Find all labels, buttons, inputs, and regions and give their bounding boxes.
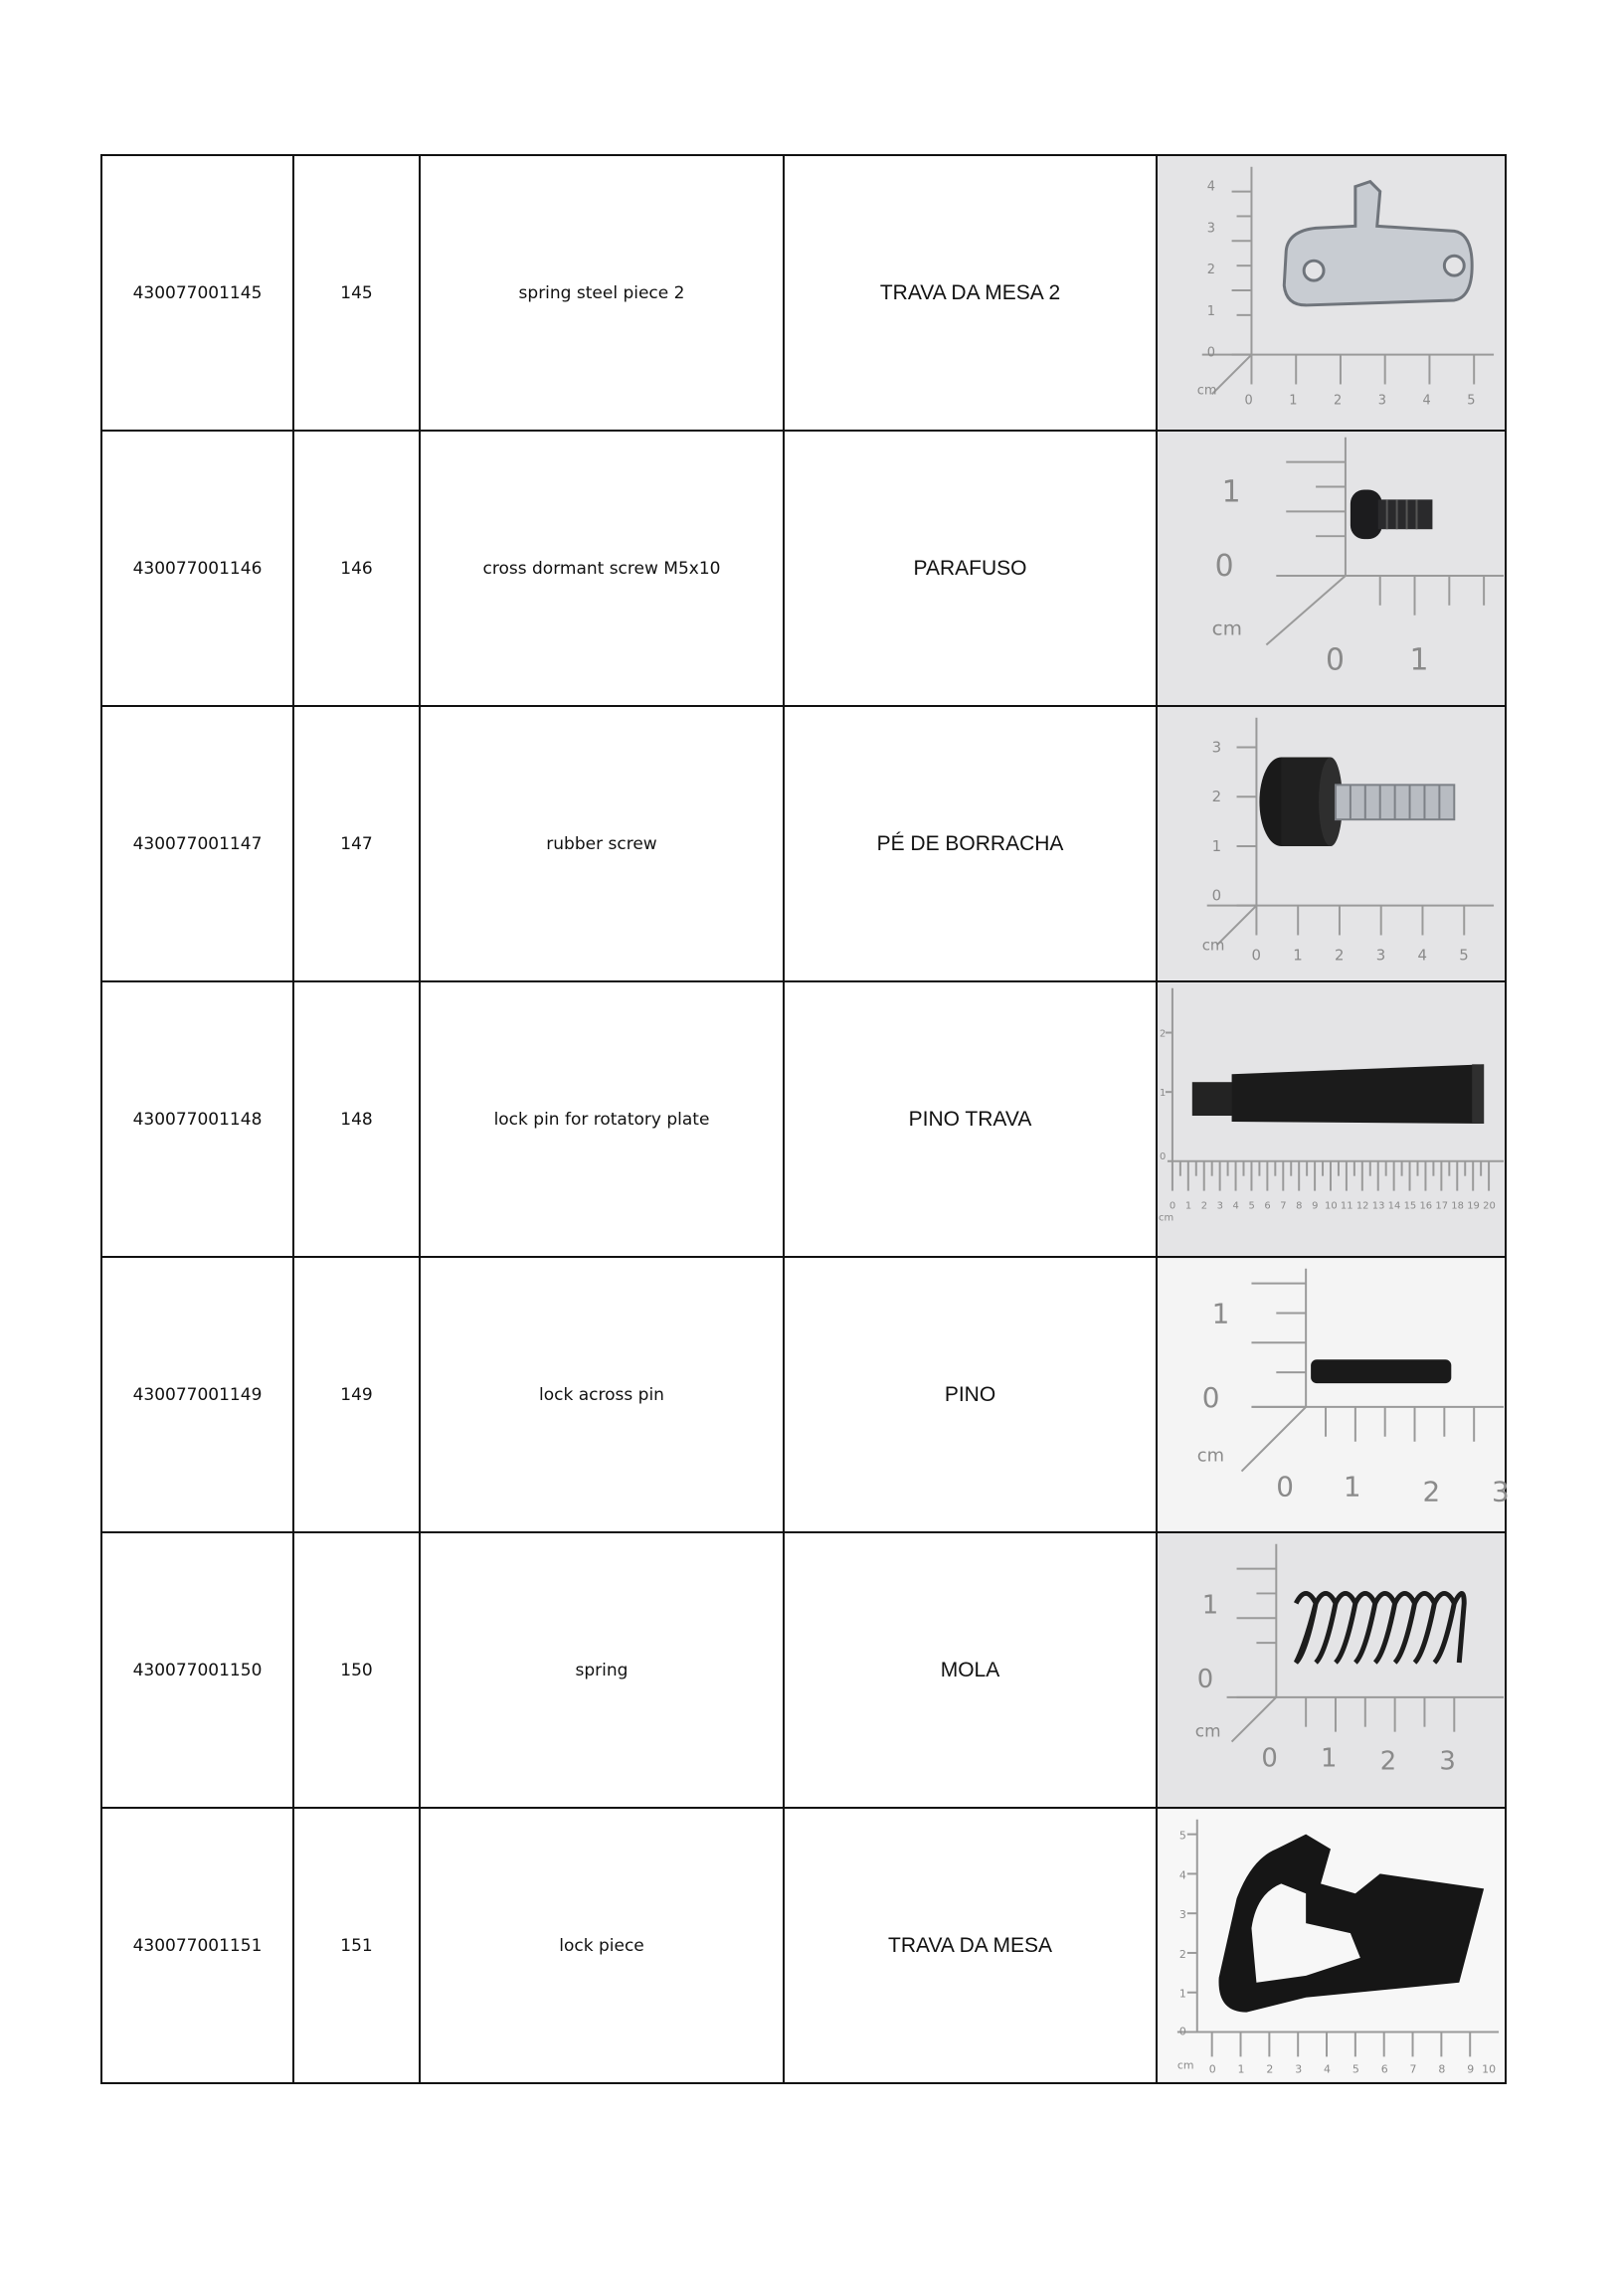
screw-icon	[1158, 432, 1505, 705]
scale-label: 0	[1261, 1743, 1278, 1774]
table-row	[101, 1808, 1506, 2083]
metal-bracket-icon	[1158, 156, 1505, 430]
scale-label: 1	[1211, 1297, 1230, 1330]
description-pt: PINO TRAVA	[784, 981, 1157, 1257]
scale-label: 0	[1244, 393, 1253, 409]
scale-label: 0	[1196, 1664, 1214, 1694]
part-code: 430077001146	[101, 431, 293, 706]
part-photo	[1157, 1257, 1510, 1532]
scale-label: 3	[1377, 393, 1386, 409]
scale-label: 1	[1293, 946, 1303, 965]
description-pt: PÉ DE BORRACHA	[784, 706, 1157, 981]
scale-label: 2	[1422, 1475, 1441, 1508]
description-pt: PINO	[784, 1257, 1157, 1532]
scale-label: 1	[1409, 642, 1429, 678]
description-en: lock across pin	[420, 1257, 784, 1532]
lock-pin-icon	[1158, 982, 1505, 1256]
scale-label: 4	[1178, 1868, 1186, 1882]
scale-label: 7	[1280, 1200, 1287, 1212]
part-number: 149	[293, 1257, 420, 1532]
scale-label: 7	[1409, 2062, 1417, 2076]
scale-label: 0	[1206, 345, 1215, 361]
scale-label: 2	[1206, 263, 1215, 278]
description-en: cross dormant screw M5x10	[420, 431, 784, 706]
scale-label: 20	[1483, 1200, 1496, 1212]
scale-label: 6	[1264, 1200, 1271, 1212]
scale-label: 9	[1312, 1200, 1319, 1212]
table-row	[101, 155, 1506, 431]
part-code: 430077001149	[101, 1257, 293, 1532]
scale-label: 0	[1159, 1150, 1167, 1162]
scale-label: 8	[1438, 2062, 1446, 2076]
scale-label: 1	[1221, 474, 1241, 510]
description-en: lock piece	[420, 1808, 784, 2083]
scale-label: 4	[1232, 1200, 1239, 1212]
scale-label: 6	[1380, 2062, 1388, 2076]
table-row	[101, 706, 1506, 981]
scale-label: 2	[1334, 946, 1345, 965]
part-code: 430077001151	[101, 1808, 293, 2083]
rubber-foot-screw-icon	[1158, 707, 1505, 980]
scale-label: 3	[1206, 221, 1215, 237]
scale-label: 5	[1459, 946, 1469, 965]
scale-label: 2	[1211, 788, 1222, 806]
description-en: spring steel piece 2	[420, 155, 784, 431]
scale-label: 3	[1295, 2062, 1303, 2076]
spring-icon	[1158, 1533, 1505, 1807]
table-row	[101, 1257, 1506, 1532]
scale-label: 0	[1201, 1380, 1220, 1414]
part-photo	[1157, 431, 1506, 706]
scale-label: 8	[1296, 1200, 1303, 1212]
description-en: spring	[420, 1532, 784, 1808]
scale-label: 1	[1321, 1743, 1338, 1774]
scale-label: 1	[1201, 1590, 1219, 1621]
description-pt: TRAVA DA MESA	[784, 1808, 1157, 2083]
scale-label: 3	[1211, 738, 1222, 757]
scale-label: 2	[1266, 2062, 1274, 2076]
scale-label: 19	[1467, 1200, 1480, 1212]
lock-piece-icon	[1158, 1809, 1505, 2082]
scale-label: 5	[1248, 1200, 1255, 1212]
unit-label: cm	[1158, 1212, 1174, 1224]
part-photo	[1157, 981, 1506, 1257]
table-row	[101, 981, 1506, 1257]
unit-label: cm	[1201, 936, 1225, 955]
part-number: 146	[293, 431, 420, 706]
table-row	[101, 1532, 1506, 1808]
scale-label: 3	[1375, 946, 1386, 965]
part-photo	[1157, 1532, 1506, 1808]
scale-label: 16	[1419, 1200, 1433, 1212]
scale-label: 18	[1451, 1200, 1464, 1212]
part-number: 145	[293, 155, 420, 431]
scale-label: 3	[1439, 1746, 1456, 1777]
unit-label: cm	[1196, 383, 1217, 399]
scale-label: 0	[1276, 1470, 1295, 1503]
scale-label: 2	[1333, 393, 1343, 409]
unit-label: cm	[1196, 1445, 1225, 1467]
scale-label: 0	[1178, 2025, 1186, 2038]
part-code: 430077001148	[101, 981, 293, 1257]
scale-label: 1	[1184, 1200, 1192, 1212]
scale-label: 1	[1206, 303, 1215, 319]
scale-label: 0	[1214, 548, 1234, 584]
scale-label: 3	[1178, 1908, 1186, 1922]
description-pt: MOLA	[784, 1532, 1157, 1808]
scale-label: 4	[1206, 179, 1215, 195]
scale-label: 4	[1324, 2062, 1331, 2076]
scale-label: 10	[1325, 1200, 1338, 1212]
scale-label: 1	[1343, 1470, 1361, 1503]
description-pt: PARAFUSO	[784, 431, 1157, 706]
scale-label: 1	[1289, 393, 1298, 409]
scale-label: 2	[1178, 1947, 1186, 1961]
scale-label: 13	[1371, 1200, 1385, 1212]
scale-label: 1	[1159, 1088, 1167, 1100]
scale-label: 0	[1251, 946, 1261, 965]
part-number: 151	[293, 1808, 420, 2083]
scale-label: 2	[1379, 1746, 1397, 1777]
table-row	[101, 431, 1506, 706]
scale-label: 4	[1422, 393, 1431, 409]
scale-label: 1	[1237, 2062, 1245, 2076]
part-code: 430077001145	[101, 155, 293, 431]
unit-label: cm	[1194, 1720, 1221, 1741]
scale-label: 11	[1340, 1200, 1353, 1212]
unit-label: cm	[1211, 617, 1242, 640]
pin-icon	[1158, 1258, 1510, 1531]
scale-label: 1	[1211, 836, 1222, 855]
part-photo	[1157, 706, 1506, 981]
part-number: 148	[293, 981, 420, 1257]
description-en: rubber screw	[420, 706, 784, 981]
scale-label: 4	[1417, 946, 1427, 965]
description-en: lock pin for rotatory plate	[420, 981, 784, 1257]
scale-label: 14	[1387, 1200, 1401, 1212]
part-code: 430077001150	[101, 1532, 293, 1808]
scale-label: 1	[1178, 1987, 1186, 2001]
scale-label: 15	[1403, 1200, 1417, 1212]
scale-label: 0	[1211, 886, 1222, 905]
scale-label: 0	[1326, 642, 1346, 678]
part-photo	[1157, 155, 1506, 431]
scale-label: 2	[1200, 1200, 1208, 1212]
scale-label: 3	[1492, 1475, 1510, 1508]
part-number: 147	[293, 706, 420, 981]
scale-label: 5	[1352, 2062, 1359, 2076]
parts-table	[100, 154, 1510, 2084]
scale-label: 9	[1467, 2062, 1475, 2076]
scale-label: 10	[1482, 2062, 1497, 2076]
part-code: 430077001147	[101, 706, 293, 981]
scale-label: 0	[1208, 2062, 1216, 2076]
scale-label: 17	[1435, 1200, 1449, 1212]
scale-label: 5	[1467, 393, 1476, 409]
unit-label: cm	[1176, 2058, 1194, 2072]
part-photo	[1157, 1808, 1506, 2083]
scale-label: 0	[1169, 1200, 1176, 1212]
scale-label: 2	[1159, 1028, 1167, 1040]
scale-label: 5	[1178, 1829, 1186, 1843]
part-number: 150	[293, 1532, 420, 1808]
scale-label: 3	[1216, 1200, 1223, 1212]
scale-label: 12	[1355, 1200, 1369, 1212]
description-pt: TRAVA DA MESA 2	[784, 155, 1157, 431]
